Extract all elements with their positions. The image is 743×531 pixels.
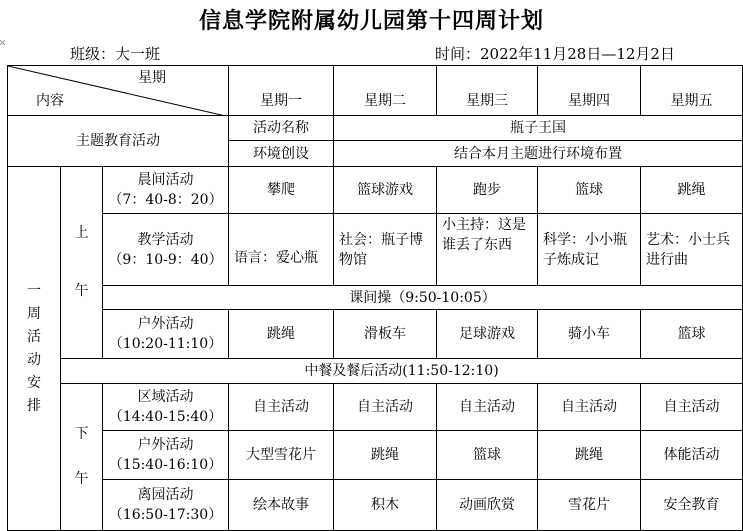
row-label-zone: 区域活动 （14:40-15:40） <box>102 383 229 431</box>
week-arrangement-label: 一 周 活 动 安 排 <box>7 166 61 531</box>
cell-leave-wed: 动画欣赏 <box>436 479 538 531</box>
cell-teaching-wed: 小主持：这是谁丢了东西 <box>436 213 538 286</box>
cell-zone-wed: 自主活动 <box>436 383 538 431</box>
cell-outdoor-pm-wed: 篮球 <box>436 430 538 480</box>
cell-teaching-tue: 社会：瓶子博物馆 <box>333 213 437 286</box>
corner-mark <box>0 40 5 45</box>
cell-morning-thu: 篮球 <box>537 166 641 214</box>
cell-outdoor-am-tue: 滑板车 <box>333 309 437 359</box>
cell-leave-fri: 安全教育 <box>640 479 743 531</box>
cell-teaching-mon: 语言：爱心瓶 <box>228 213 334 286</box>
date-range-label: 时间：2022年11月28日—12月2日 <box>435 45 675 63</box>
class-label: 班级：大一班 <box>70 45 161 63</box>
cell-teaching-thu: 科学：小小瓶子炼成记 <box>537 213 641 286</box>
cell-zone-mon: 自主活动 <box>228 383 334 431</box>
row-label-outdoor-pm: 户外活动 （15:40-16:10） <box>102 430 229 480</box>
cell-outdoor-am-wed: 足球游戏 <box>436 309 538 359</box>
cell-zone-tue: 自主活动 <box>333 383 437 431</box>
cell-zone-thu: 自主活动 <box>537 383 641 431</box>
row-label-teaching: 教学活动 （9：10-9：40） <box>102 213 229 286</box>
cell-outdoor-am-mon: 跳绳 <box>228 309 334 359</box>
theme-env-value: 结合本月主题进行环境布置 <box>333 140 743 167</box>
cell-morning-mon: 攀爬 <box>228 166 334 214</box>
cell-leave-mon: 绘本故事 <box>228 479 334 531</box>
diag-top-label: 星期 <box>138 70 166 86</box>
row-label-morning-activity: 晨间活动 （7：40-8：20） <box>102 166 229 214</box>
page-title: 信息学院附属幼儿园第十四周计划 <box>198 8 544 34</box>
diag-bottom-label: 内容 <box>36 93 64 109</box>
row-label-leave: 离园活动 （16:50-17:30） <box>102 479 229 531</box>
cell-outdoor-am-thu: 骑小车 <box>537 309 641 359</box>
row-exercise: 课间操（9:50-10:05） <box>102 285 743 310</box>
cell-outdoor-pm-mon: 大型雪花片 <box>228 430 334 480</box>
cell-outdoor-am-fri: 篮球 <box>640 309 743 359</box>
theme-env-label: 环境创设 <box>228 140 334 167</box>
theme-name-value: 瓶子王国 <box>333 115 743 141</box>
morning-label: 上 午 <box>60 166 103 359</box>
header-day-1: 星期一 <box>228 65 334 116</box>
header-day-2: 星期二 <box>333 65 437 116</box>
row-label-outdoor-am: 户外活动 （10:20-11:10） <box>102 309 229 359</box>
cell-outdoor-pm-tue: 跳绳 <box>333 430 437 480</box>
cell-morning-tue: 篮球游戏 <box>333 166 437 214</box>
cell-morning-fri: 跳绳 <box>640 166 743 214</box>
cell-zone-fri: 自主活动 <box>640 383 743 431</box>
cell-outdoor-pm-fri: 体能活动 <box>640 430 743 480</box>
theme-label: 主题教育活动 <box>7 115 229 167</box>
cell-leave-thu: 雪花片 <box>537 479 641 531</box>
cell-leave-tue: 积木 <box>333 479 437 531</box>
header-day-4: 星期四 <box>537 65 641 116</box>
afternoon-label: 下 午 <box>60 383 103 531</box>
header-diagonal-cell <box>7 65 229 116</box>
header-day-3: 星期三 <box>436 65 538 116</box>
weekly-plan-table <box>7 65 743 531</box>
cell-teaching-fri: 艺术：小士兵进行曲 <box>640 213 743 286</box>
cell-outdoor-pm-thu: 跳绳 <box>537 430 641 480</box>
header-day-5: 星期五 <box>640 65 743 116</box>
theme-name-label: 活动名称 <box>228 115 334 141</box>
cell-morning-wed: 跑步 <box>436 166 538 214</box>
row-lunch: 中餐及餐后活动(11:50-12:10) <box>60 358 743 384</box>
